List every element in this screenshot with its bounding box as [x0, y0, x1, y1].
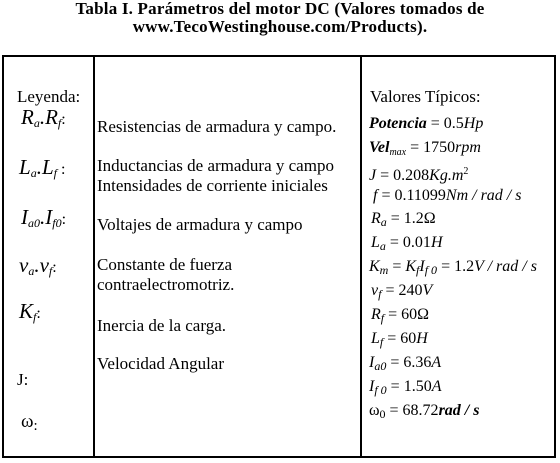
- caption-line-1: Tabla I. Parámetros del motor DC (Valores tomados de: [75, 0, 485, 18]
- parameters-table: [2, 55, 556, 458]
- table-caption: [0, 0, 560, 36]
- desc-inductances: Inductancias de armadura y campo: [97, 156, 334, 175]
- value-power: Potencia = 0.5Hp: [369, 115, 484, 132]
- caption-line-2: www.TecoWestinghouse.com/Products).: [132, 17, 428, 36]
- value-inertia: $J = 0.208Kg.m^2$: [369, 166, 469, 184]
- value-field-inductance: $L_f = 60H$: [371, 330, 428, 349]
- desc-back-emf: contraelectromotriz.: [97, 275, 235, 294]
- symbol-inductances: $L_a.L_f$ :: [19, 155, 66, 180]
- symbol-currents: $I_{a0}.I_{f0}$:: [21, 205, 67, 230]
- legend-header: Leyenda:: [17, 87, 81, 106]
- column-divider-1: [93, 57, 95, 456]
- desc-load-inertia: Inercia de la carga.: [97, 316, 226, 335]
- symbol-angular-velocity: ω:: [21, 411, 38, 434]
- value-motor-constant: $K_m = K_fI_{f 0} = 1.2V$ / rad / s: [369, 258, 537, 277]
- desc-resistances: Resistencias de armadura y campo.: [97, 117, 337, 136]
- value-armature-inductance: $L_a = 0.01H$: [371, 234, 443, 253]
- value-field-voltage: $v_f = 240V$: [371, 282, 433, 301]
- value-field-current: $I_{f 0} = 1.50A$: [369, 378, 442, 397]
- value-friction: f = 0.11099Nm / rad / s: [373, 187, 522, 204]
- typical-values-header: Valores Típicos:: [370, 87, 481, 106]
- value-field-resistance: $R_f = 60\Omega$: [371, 306, 430, 325]
- symbol-voltages: $v_a.v_f$:: [19, 253, 57, 278]
- value-angular-velocity: $\omega_0 = 68.72rad / s$: [369, 402, 480, 421]
- desc-voltages: Voltajes de armadura y campo: [97, 215, 303, 234]
- value-armature-current: $I_{a0} = 6.36A$: [369, 354, 442, 373]
- column-divider-2: [360, 57, 362, 456]
- desc-force-constant: Constante de fuerza: [97, 255, 232, 274]
- symbol-resistances: $R_a.R_f$:: [21, 105, 66, 130]
- desc-angular-velocity: Velocidad Angular: [97, 354, 224, 373]
- symbol-inertia: J:: [17, 370, 29, 389]
- value-armature-resistance: $R_a = 1.2\Omega$: [371, 210, 436, 229]
- desc-initial-currents: Intensidades de corriente iniciales: [97, 176, 328, 195]
- value-max-speed: Vel$_{max}$ = 1750rpm: [369, 139, 481, 158]
- symbol-force-constant: $K_f$:: [19, 299, 41, 324]
